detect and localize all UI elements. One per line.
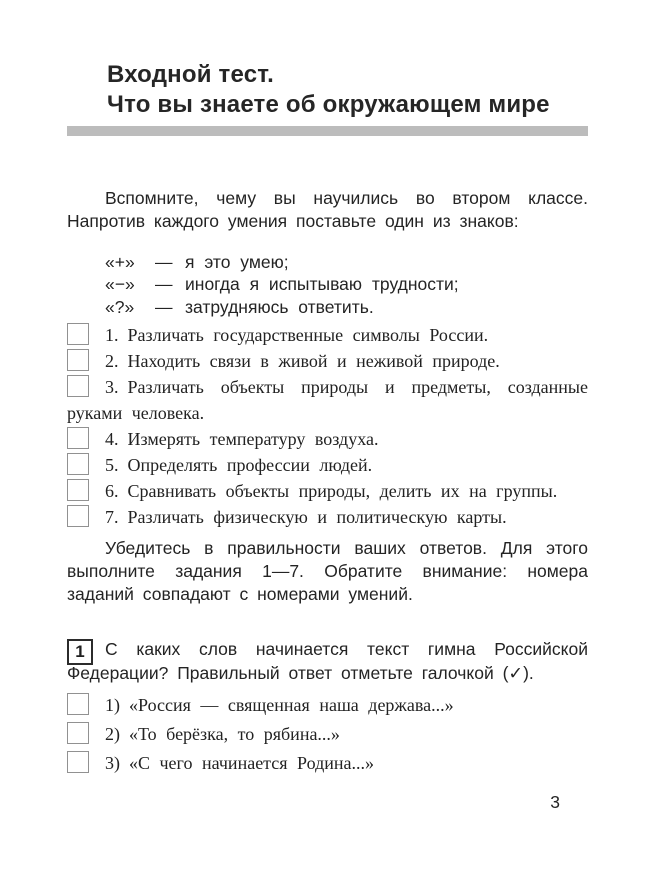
answer-checkbox[interactable] [67,375,89,397]
intro-paragraph: Вспомните, чему вы научились во втором классе. Напротив каждого умения поставьте один из знаков: [67,188,588,231]
skill-text: Находить связи в живой и неживой природе. [127,351,500,371]
skill-item [67,478,588,504]
skill-text: Определять профессии людей. [127,455,373,475]
page-content [67,0,588,781]
note-paragraph: Убедитесь в правильности ваших ответов. Для этого выполните задания 1—7. Обратите внимание: номера заданий совпадают с номерами умений. [67,538,588,604]
answer-checkbox[interactable] [67,323,89,345]
sign-row [105,251,588,274]
skill-number: 5. [105,455,119,475]
option-number: 2) [105,724,120,744]
sign-dash: — [155,274,173,294]
task-number-box: 1 [67,639,93,665]
skill-number: 7. [105,507,119,527]
page-title-line1: Входной тест. [107,61,274,88]
page-title-line2: Что вы знаете об окружающем мире [107,91,550,118]
answer-checkbox[interactable] [67,427,89,449]
skill-text: Различать физическую и политическую карты. [127,507,507,527]
task-1-options [67,694,588,775]
skill-item [67,322,588,348]
skill-item [67,426,588,452]
option-item [67,752,588,775]
option-number: 1) [105,695,120,715]
page-number: 3 [550,792,560,812]
option-text: «Россия — священная наша держава...» [129,695,454,715]
answer-checkbox[interactable] [67,453,89,475]
signs-legend [67,251,588,319]
skill-number: 2. [105,351,119,371]
answer-checkbox[interactable] [67,349,89,371]
sign-meaning: иногда я испытываю трудности; [185,274,459,294]
sign-meaning: затрудняюсь ответить. [185,296,374,317]
option-number: 3) [105,753,120,773]
sign-row [105,296,588,319]
sign-meaning: я это умею; [185,251,289,272]
skill-item [67,504,588,530]
skill-item [67,348,588,374]
sign-row [105,273,588,296]
option-text: «С чего начинается Родина...» [129,753,374,773]
sign-dash: — [155,296,173,317]
task-1 [67,638,588,685]
option-checkbox[interactable] [67,751,89,773]
option-checkbox[interactable] [67,722,89,744]
option-item [67,723,588,746]
sign-symbol: «?» [105,296,135,317]
task-question: С каких слов начинается текст гимна Российской Федерации? Правильный ответ отметьте галочкой (✓). [67,639,588,683]
answer-checkbox[interactable] [67,505,89,527]
skill-text: Различать государственные символы России. [127,325,489,345]
sign-symbol: «+» [105,251,135,272]
skill-number: 6. [105,481,119,501]
skill-item [67,452,588,478]
skill-text: Сравнивать объекты природы, делить их на группы. [127,481,558,501]
skill-number: 4. [105,429,119,449]
page-title [107,60,588,120]
sign-dash: — [155,251,173,272]
option-text: «То берёзка, то рябина...» [129,724,340,744]
skill-text: Различать объекты природы и предметы, созданные руками человека. [67,377,588,423]
section-rule [67,126,588,136]
skill-number: 3. [105,377,119,397]
skill-item [67,374,588,426]
skills-checklist [67,322,588,530]
option-checkbox[interactable] [67,693,89,715]
skill-number: 1. [105,325,119,345]
skill-text: Измерять температуру воздуха. [127,429,379,449]
answer-checkbox[interactable] [67,479,89,501]
sign-symbol: «−» [105,274,135,294]
option-item [67,694,588,717]
